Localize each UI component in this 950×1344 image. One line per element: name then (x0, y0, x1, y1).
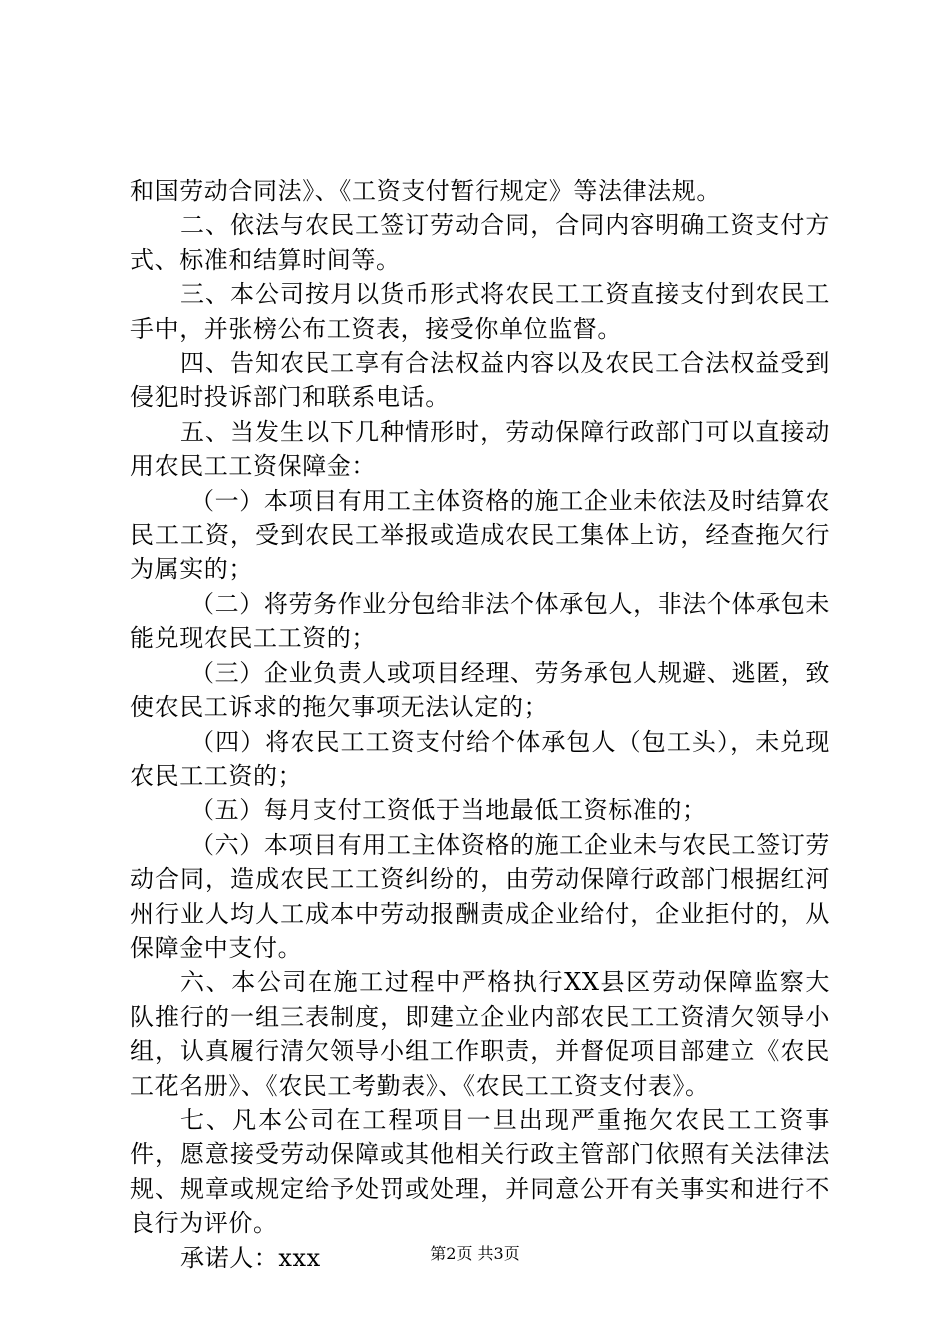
paragraph-3: 三、本公司按月以货币形式将农民工工资直接支付到农民工手中，并张榜公布工资表，接受你单位监督。 (130, 280, 830, 343)
paragraph-1: 和国劳动合同法》、《工资支付暂行规定》等法律法规。 (130, 177, 721, 205)
signature-line: 承诺人：xxx (180, 1243, 321, 1272)
paragraph-9: （四）将农民工工资支付给个体承包人（包工头），未兑现农民工工资的； (130, 727, 830, 790)
document-body (130, 174, 830, 1275)
paragraph-10: （五）每月支付工资低于当地最低工资标准的； (190, 796, 707, 825)
paragraph-12: 六、本公司在施工过程中严格执行XX县区劳动保障监察大队推行的一组三表制度，即建立企业内部农民工工资清欠领导小组，认真履行清欠领导小组工作职责，并督促项目部建立《农民工花名册》、《农民工考勤表》、《农民工工资支付表》。 (130, 968, 830, 1100)
paragraph-6: （一）本项目有用工主体资格的施工企业未依法及时结算农民工工资，受到农民工举报或造成农民工集体上访，经查拖欠行为属实的； (130, 486, 830, 584)
paragraph-11: （六）本项目有用工主体资格的施工企业未与农民工签订劳动合同，造成农民工工资纠纷的，由劳动保障行政部门根据红河州行业人均人工成本中劳动报酬责成企业给付，企业拒付的，从保障金中支付。 (130, 830, 830, 962)
paragraph-13: 七、凡本公司在工程项目一旦出现严重拖欠农民工工资事件，愿意接受劳动保障或其他相关行政主管部门依照有关法律法规、规章或规定给予处罚或处理，并同意公开有关事实和进行不良行为评价。 (130, 1105, 830, 1238)
paragraph-5: 五、当发生以下几种情形时，劳动保障行政部门可以直接动用农民工工资保障金： (130, 417, 830, 481)
page-number-footer: 第2页 共3页 (430, 1244, 520, 1263)
paragraph-8: （三）企业负责人或项目经理、劳务承包人规避、逃匿，致使农民工诉求的拖欠事项无法认定的； (130, 658, 830, 722)
paragraph-4: 四、告知农民工享有合法权益内容以及农民工合法权益受到侵犯时投诉部门和联系电话。 (130, 349, 830, 412)
paragraph-7: （二）将劳务作业分包给非法个体承包人，非法个体承包未能兑现农民工工资的； (130, 589, 830, 653)
paragraph-2: 二、依法与农民工签订劳动合同，合同内容明确工资支付方式、标准和结算时间等。 (130, 211, 830, 274)
